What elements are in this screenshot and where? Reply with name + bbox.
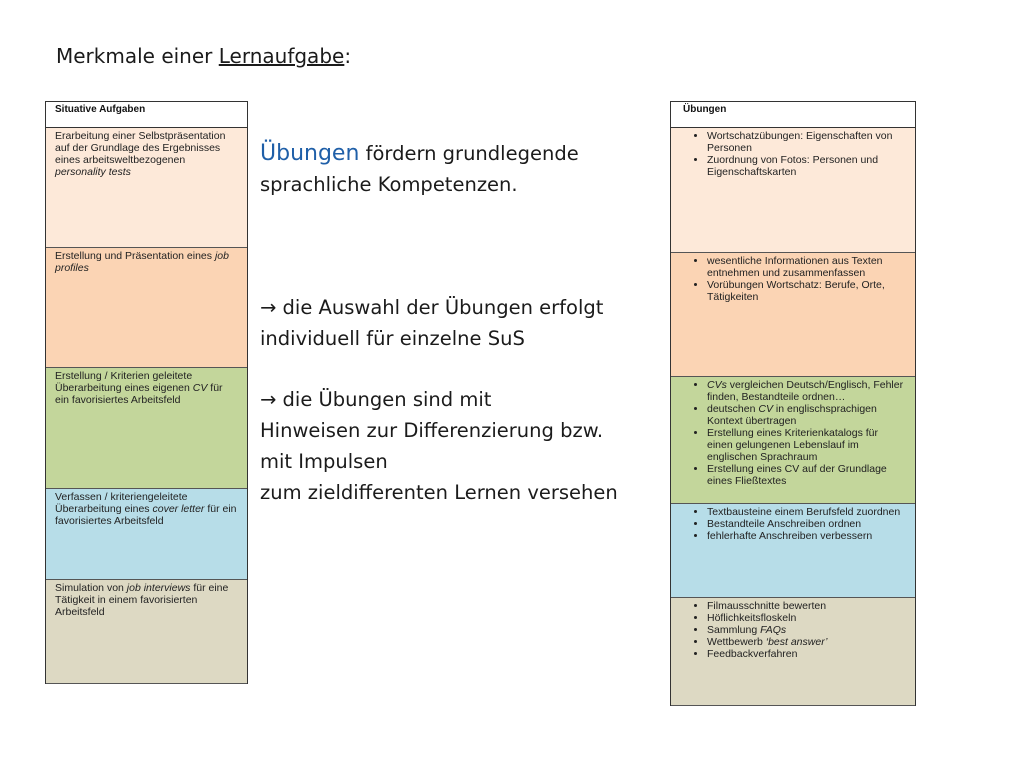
cell-text: vergleichen Deutsch/Englisch, Fehler finden, Bestandteile ordnen… [707,379,904,403]
list-item [707,427,906,463]
italic-term: job profiles [55,250,229,274]
list-item [707,130,906,154]
table-header: Übungen [671,101,915,128]
table-row [671,377,915,504]
list-item [707,379,906,403]
cell-text: deutschen [707,403,759,415]
cell-text: Höflichkeitsfloskeln [707,612,797,624]
list-item [707,530,906,542]
cell-text: Vorübungen Wortschatz: Berufe, Orte, Tätigkeiten [707,279,885,303]
cell-text: für ein favorisiertes Arbeitsfeld [55,382,223,406]
selection-statement: → die Auswahl der Übungen erfolgt individuell für einzelne SuS [260,296,604,350]
accent-word: Übungen [260,141,360,166]
cell-text: fehlerhafte Anschreiben verbessern [707,530,873,542]
italic-term: CVs [707,379,727,391]
text-line: mit Impulsen [260,450,388,473]
list-item [707,255,906,279]
title-suffix: : [344,44,352,68]
cell-text: Feedbackverfahren [707,648,798,660]
table-row [671,504,915,598]
bullet-list [680,130,906,178]
italic-term: job interviews [126,582,191,594]
cell-text: Zuordnung von Fotos: Personen und Eigenschaftskarten [707,154,879,178]
italic-term: FAQs [760,624,787,636]
table-row [671,128,915,253]
italic-term: cover letter [152,503,205,515]
cell-text: Erarbeitung einer Selbstpräsentation auf der Grundlage des Ergebnisses eines arbeitsweltbezogenen [55,130,226,166]
list-item [707,463,906,487]
text-line: Hinweisen zur Differenzierung bzw. [260,419,604,442]
cell-text: Filmausschnitte bewerten [707,600,827,612]
cell-text: Verfassen / kriteriengeleitete Überarbeitung eines [55,491,188,515]
list-item [707,648,906,660]
uebungen-table [670,101,916,706]
list-item [707,612,906,624]
slide-title [56,44,351,68]
cell-text: Wortschatzübungen: Eigenschaften von Personen [707,130,893,154]
intro-rest: fördern grundlegende sprachliche Kompetenzen. [260,142,579,196]
table-row [671,253,915,377]
cell-text: Simulation von [55,582,127,594]
cell-text: Textbausteine einem Berufsfeld zuordnen [707,506,901,518]
situative-aufgaben-table [45,101,248,684]
bullet-list [680,379,906,487]
cell-text: für eine Tätigkeit in einem favorisierten Arbeitsfeld [55,582,229,618]
cell-text: Erstellung eines Kriterienkatalogs für einen gelungenen Lebenslauf im englischen Sprachraum [707,427,879,463]
cell-text: für ein favorisiertes Arbeitsfeld [55,503,237,527]
text-line: zum zieldifferenten Lernen versehen [260,481,618,504]
intro-statement [260,138,660,200]
italic-term: personality tests [55,166,131,178]
cell-text: Erstellung / Kriterien geleitete Überarbeitung eines eigenen [55,370,193,394]
cell-text: Bestandteile Anschreiben ordnen [707,518,862,530]
cell-text: Erstellung und Präsentation eines [55,250,215,262]
list-item [707,636,906,648]
cell-text: Erstellung eines CV auf der Grundlage eines Fließtextes [707,463,887,487]
cell-text: in englischsprachigen Kontext übertragen [707,403,877,427]
bullet-list [680,600,906,660]
list-item [707,506,906,518]
table-row [46,580,247,684]
title-prefix: Merkmale einer [56,44,219,68]
italic-term: CV [192,382,208,394]
table-row [671,598,915,706]
bullet-list [680,255,906,303]
list-item [707,154,906,178]
title-underlined: Lernaufgabe [218,44,345,68]
list-item [707,624,906,636]
text-line: → die Übungen sind mit [260,388,492,411]
table-row [46,128,247,248]
list-item [707,403,906,427]
table-header: Situative Aufgaben [46,101,247,128]
table-row [46,248,247,368]
cell-text: Sammlung [707,624,761,636]
differentiation-statement [260,384,660,508]
italic-term: ‘best answer’ [765,636,828,648]
table-row [46,489,247,580]
table-row [46,368,247,489]
italic-term: CV [758,403,773,415]
list-item [707,279,906,303]
cell-text: wesentliche Informationen aus Texten entnehmen und zusammenfassen [707,255,883,279]
bullet-list [680,506,906,542]
cell-text: Wettbewerb [707,636,766,648]
list-item [707,518,906,530]
list-item [707,600,906,612]
